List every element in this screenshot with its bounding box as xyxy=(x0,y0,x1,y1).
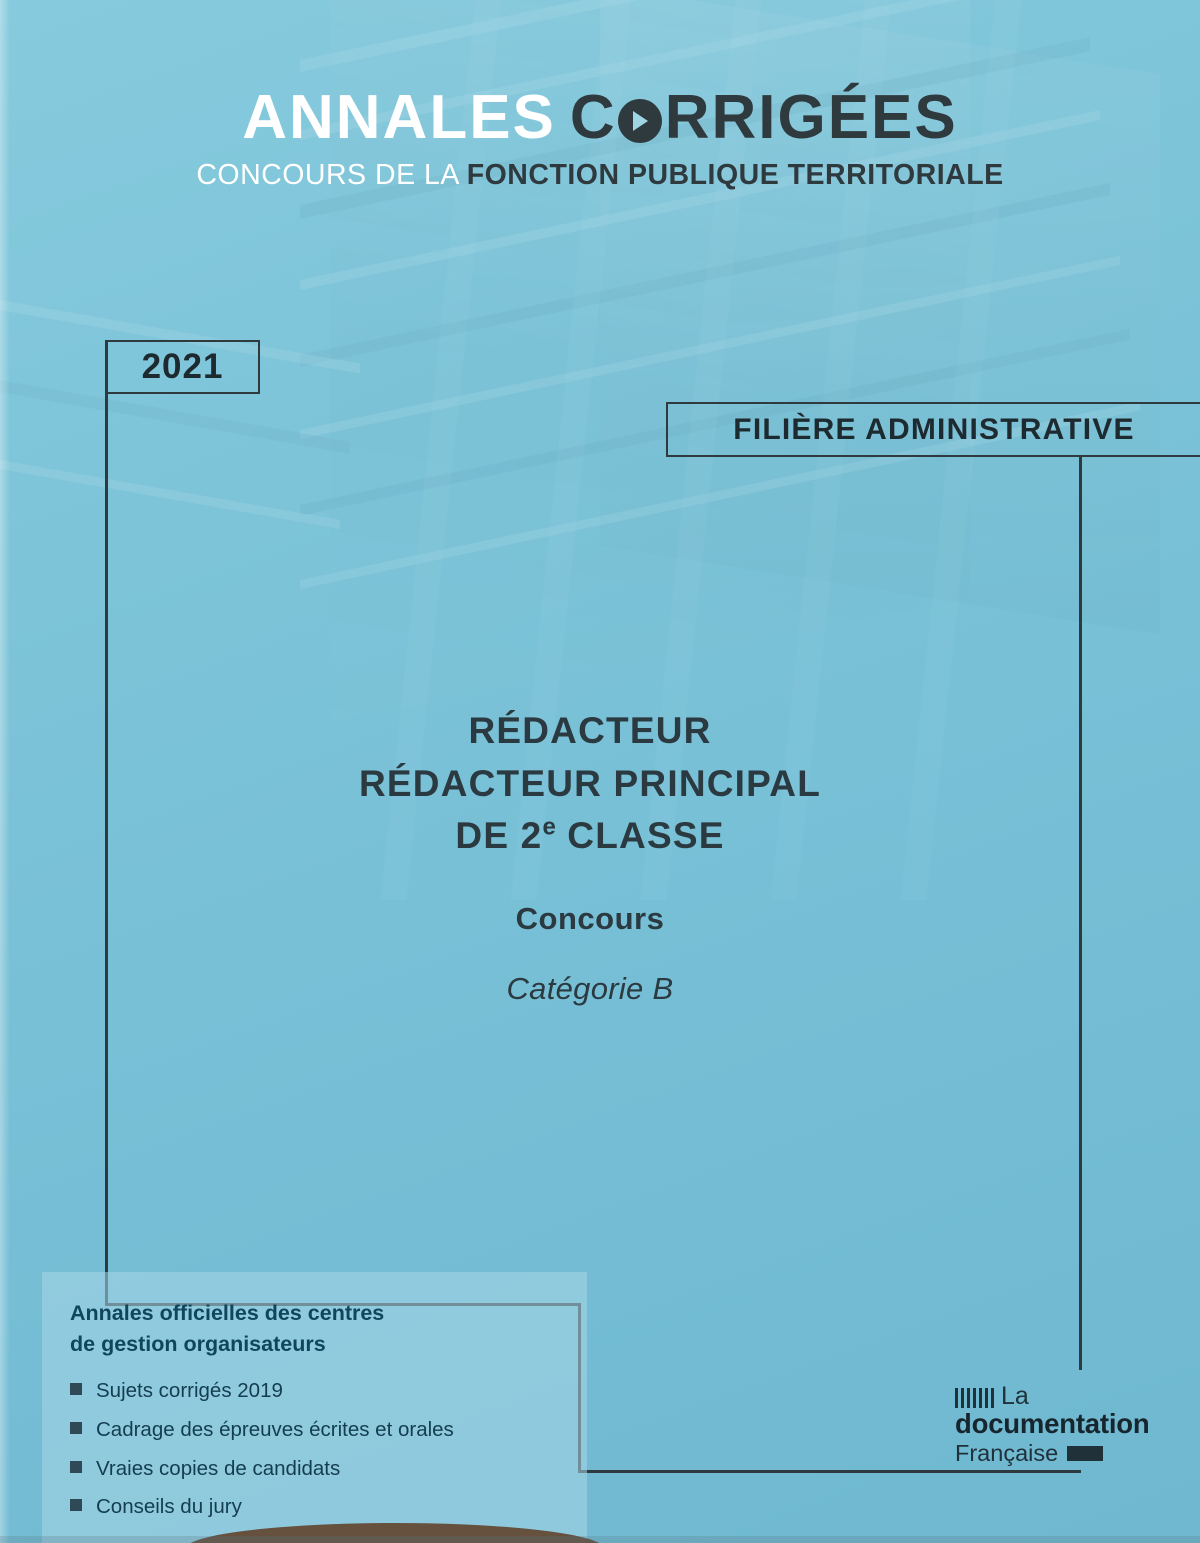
features-list xyxy=(70,1378,563,1520)
list-item-label: Vraies copies de candidats xyxy=(96,1456,341,1480)
square-bullet-icon xyxy=(70,1461,82,1473)
filiere-badge xyxy=(666,402,1200,457)
list-item xyxy=(70,1494,563,1520)
square-bullet-icon xyxy=(70,1422,82,1434)
features-panel xyxy=(42,1272,587,1543)
list-item-label: Sujets corrigés 2019 xyxy=(96,1379,283,1403)
exam-title-line-2: RÉDACTEUR PRINCIPAL xyxy=(358,762,821,804)
features-panel-title-line-2: de gestion organisateurs xyxy=(70,1332,326,1357)
exam-title-ordinal-suffix: e xyxy=(542,813,556,841)
features-panel-title-line-1: Annales officielles des centres xyxy=(70,1301,385,1325)
frame-line-left xyxy=(105,340,108,1305)
list-item-label: Conseils du jury xyxy=(96,1495,242,1519)
bottom-edge-strip xyxy=(0,1536,1200,1543)
masthead-subtitle xyxy=(0,159,1200,192)
year-label: 2021 xyxy=(141,347,224,386)
arrow-circle-icon xyxy=(618,99,662,143)
exam-title-line-3-prefix: DE 2 xyxy=(455,815,543,857)
list-item-label: Cadrage des épreuves écrites et orales xyxy=(96,1417,454,1441)
masthead-subtitle-bold: FONCTION PUBLIQUE TERRITORIALE xyxy=(466,159,1004,191)
publisher-logo-la: La xyxy=(1001,1382,1029,1410)
list-item xyxy=(70,1378,563,1404)
publisher-logo-bottom-row xyxy=(955,1440,1155,1467)
masthead-word-corrigees xyxy=(570,82,958,153)
stripes-icon xyxy=(955,1388,997,1408)
masthead xyxy=(0,82,1200,192)
page-edge-highlight xyxy=(0,0,10,1543)
year-badge xyxy=(105,340,260,394)
exam-category-label: Catégorie B xyxy=(506,970,674,1006)
cover-title-block xyxy=(190,705,990,1007)
masthead-subtitle-light: CONCOURS DE LA xyxy=(196,159,467,191)
publisher-logo-top-row xyxy=(955,1383,1155,1409)
exam-title-line-1: RÉDACTEUR xyxy=(468,710,712,751)
publisher-logo xyxy=(955,1383,1155,1467)
exam-title-line-3-suffix: CLASSE xyxy=(555,815,725,857)
publisher-logo-documentation: documentation xyxy=(955,1408,1150,1439)
masthead-word-annales: ANNALES xyxy=(242,83,556,152)
exam-title-line-3 xyxy=(190,810,990,863)
block-mark-icon xyxy=(1067,1446,1103,1461)
features-panel-title xyxy=(70,1298,563,1360)
facade-band-left xyxy=(0,460,340,529)
list-item xyxy=(70,1456,563,1482)
frame-line-right xyxy=(1079,455,1082,1370)
list-item xyxy=(70,1417,563,1443)
exam-type-label: Concours xyxy=(515,900,665,936)
square-bullet-icon xyxy=(70,1383,82,1395)
publisher-logo-francaise: Française xyxy=(955,1439,1059,1466)
masthead-corrigees-prefix: C xyxy=(569,83,617,152)
frame-line-bottom-right xyxy=(578,1470,1081,1473)
masthead-corrigees-suffix: RRIGÉES xyxy=(664,83,958,152)
masthead-title-line xyxy=(0,82,1200,153)
exam-title xyxy=(190,705,990,863)
filiere-label: FILIÈRE ADMINISTRATIVE xyxy=(733,412,1135,446)
square-bullet-icon xyxy=(70,1499,82,1511)
